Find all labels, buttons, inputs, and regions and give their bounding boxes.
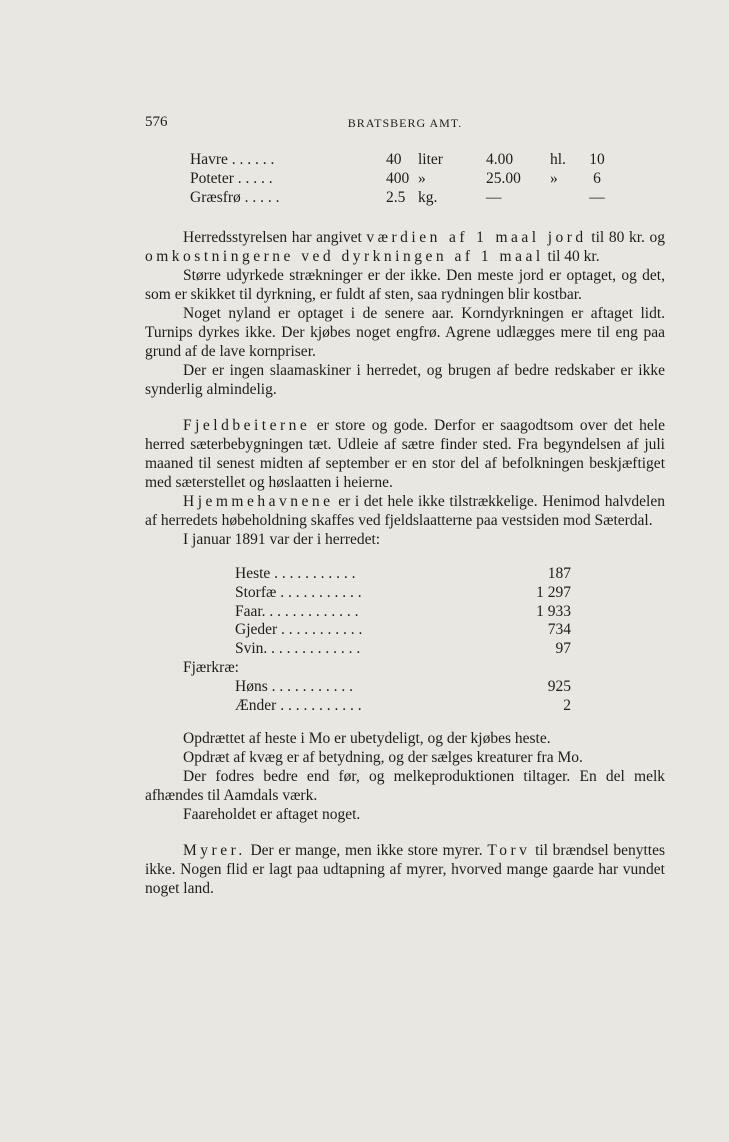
paragraph-horse-breeding: Opdrættet af heste i Mo er ubetydeligt, og der kjøbes heste. (183, 730, 551, 748)
crop-last-value: 6 (593, 170, 601, 187)
paragraph-bogs (145, 841, 665, 898)
page-number: 576 (145, 114, 168, 130)
table-row (145, 565, 665, 584)
crop-price: — (486, 189, 502, 206)
crop-price: 4.00 (486, 151, 514, 168)
table-row (145, 603, 665, 622)
spaced-text: Torv (487, 842, 531, 860)
spaced-text: omkostningerne ved dyrkningen af 1 maal (145, 248, 544, 265)
spaced-text: Hjemmehavnene (183, 493, 334, 510)
text-run: til brændsel benyttes ikke. Nogen flid er lagt paa udtapning af myrer, hvorved mange gaarde har vundet noget land. (145, 842, 665, 898)
crop-price-unit: » (550, 170, 558, 187)
text-run: til 80 kr. og (586, 229, 665, 246)
text-run: Herredsstyrelsen har angivet (183, 229, 367, 246)
crop-name: Poteter . . . . . (190, 170, 273, 187)
text-run: er store og gode. Derfor er saagodtsom over det hele herred sæterbebygningen tæt. Udleie af sætre finder sted. Fra begyndelsen af juli maaned til senest midten af september er en stor del af befolkningen beskjæftiget med sæterstellet og høslaatten i heierne. (145, 417, 665, 491)
animal-count: 1 297 (536, 583, 571, 601)
spaced-text: Fjeldbeiterne (183, 417, 311, 434)
animal-name: Høns . . . . . . . . . . . (235, 677, 353, 695)
animal-name: Svin. . . . . . . . . . . . . (235, 640, 361, 658)
spaced-text: værdien af 1 maal jord (366, 229, 587, 246)
crop-price: 25.00 (486, 170, 521, 187)
table-row (190, 188, 620, 207)
crop-unit: kg. (418, 189, 438, 206)
animal-name: Heste . . . . . . . . . . . (235, 565, 356, 582)
paragraph-land-value (145, 228, 665, 266)
body-text (145, 228, 665, 898)
section-gap (145, 399, 665, 416)
table-row (145, 621, 665, 640)
text-run: til 40 kr. (543, 248, 600, 265)
paragraph-uncultivated: Større udyrkede strækninger er der ikke. Den meste jord er optaget, og det, som er skikket til dyrkning, er fuldt af sten, saa rydningen blir kostbar. (145, 267, 665, 303)
crop-last-value: 10 (589, 151, 605, 168)
crop-name: Græsfrø . . . . . (190, 189, 280, 206)
animal-name: Gjeder . . . . . . . . . . . (235, 621, 363, 639)
animal-name: Faar. . . . . . . . . . . . . (235, 602, 359, 620)
crop-quantity: 400 (386, 170, 410, 187)
crop-unit: » (418, 170, 426, 187)
paragraph-new-land: Noget nyland er optaget i de senere aar. Korndyrkningen er aftaget lidt. Turnips dyrkes ikke. Der kjøbes noget engfrø. Agrene udlægges mere til eng paa grund af de lave kornpriser. (145, 305, 665, 360)
animal-count: 187 (547, 565, 571, 582)
animal-name: Ænder . . . . . . . . . . . (235, 696, 362, 714)
table-row (145, 584, 665, 603)
section-gap (145, 824, 665, 841)
paragraph-cattle-breeding: Opdræt af kvæg er af betydning, og der sælges kreaturer fra Mo. (183, 749, 583, 767)
crop-price-unit: hl. (550, 151, 566, 168)
crop-quantity: 2.5 (386, 189, 406, 206)
table-row (145, 640, 665, 659)
crop-last-value: — (589, 189, 605, 206)
table-row (190, 169, 620, 188)
crop-quantity: 40 (386, 151, 402, 168)
poultry-category-label: Fjærkræ: (183, 658, 239, 676)
animal-count: 925 (547, 677, 571, 695)
paragraph-census-intro: I januar 1891 var der i herredet: (183, 531, 381, 548)
animal-count: 2 (563, 696, 571, 714)
animal-count: 734 (547, 621, 571, 639)
running-head: BRATSBERG AMT. (347, 116, 463, 130)
crop-unit: liter (418, 151, 443, 168)
animal-name: Storfæ . . . . . . . . . . . (235, 583, 362, 601)
table-row (145, 697, 665, 716)
animal-count: 97 (555, 640, 571, 658)
text-run: Der er mange, men ikke store myrer. (245, 842, 488, 860)
text-run: er i det hele ikke tilstrækkelige. Henimod halvdelen af herredets høbeholdning skaffes ved fjeldslaatterne paa vestsiden mod Sæterdal. (145, 493, 665, 529)
crop-name: Havre . . . . . . (190, 151, 275, 168)
page-header (145, 114, 665, 136)
paragraph-machinery: Der er ingen slaamaskiner i herredet, og brugen af bedre redskaber er ikke synderlig almindelig. (145, 362, 665, 398)
table-row (145, 678, 665, 697)
table-row (190, 150, 620, 169)
paragraph-milk: Der fodres bedre end før, og melkeproduktionen tiltager. En del melk afhændes til Aamdals værk. (145, 768, 665, 805)
paragraph-sheep: Faareholdet er aftaget noget. (183, 806, 361, 824)
paragraph-mountain-pastures (145, 416, 665, 492)
yield-table (190, 150, 620, 207)
paragraph-home-pastures (145, 492, 665, 530)
animal-count: 1 933 (536, 602, 571, 620)
spaced-text: Myrer. (183, 842, 246, 860)
livestock-table (145, 565, 665, 715)
